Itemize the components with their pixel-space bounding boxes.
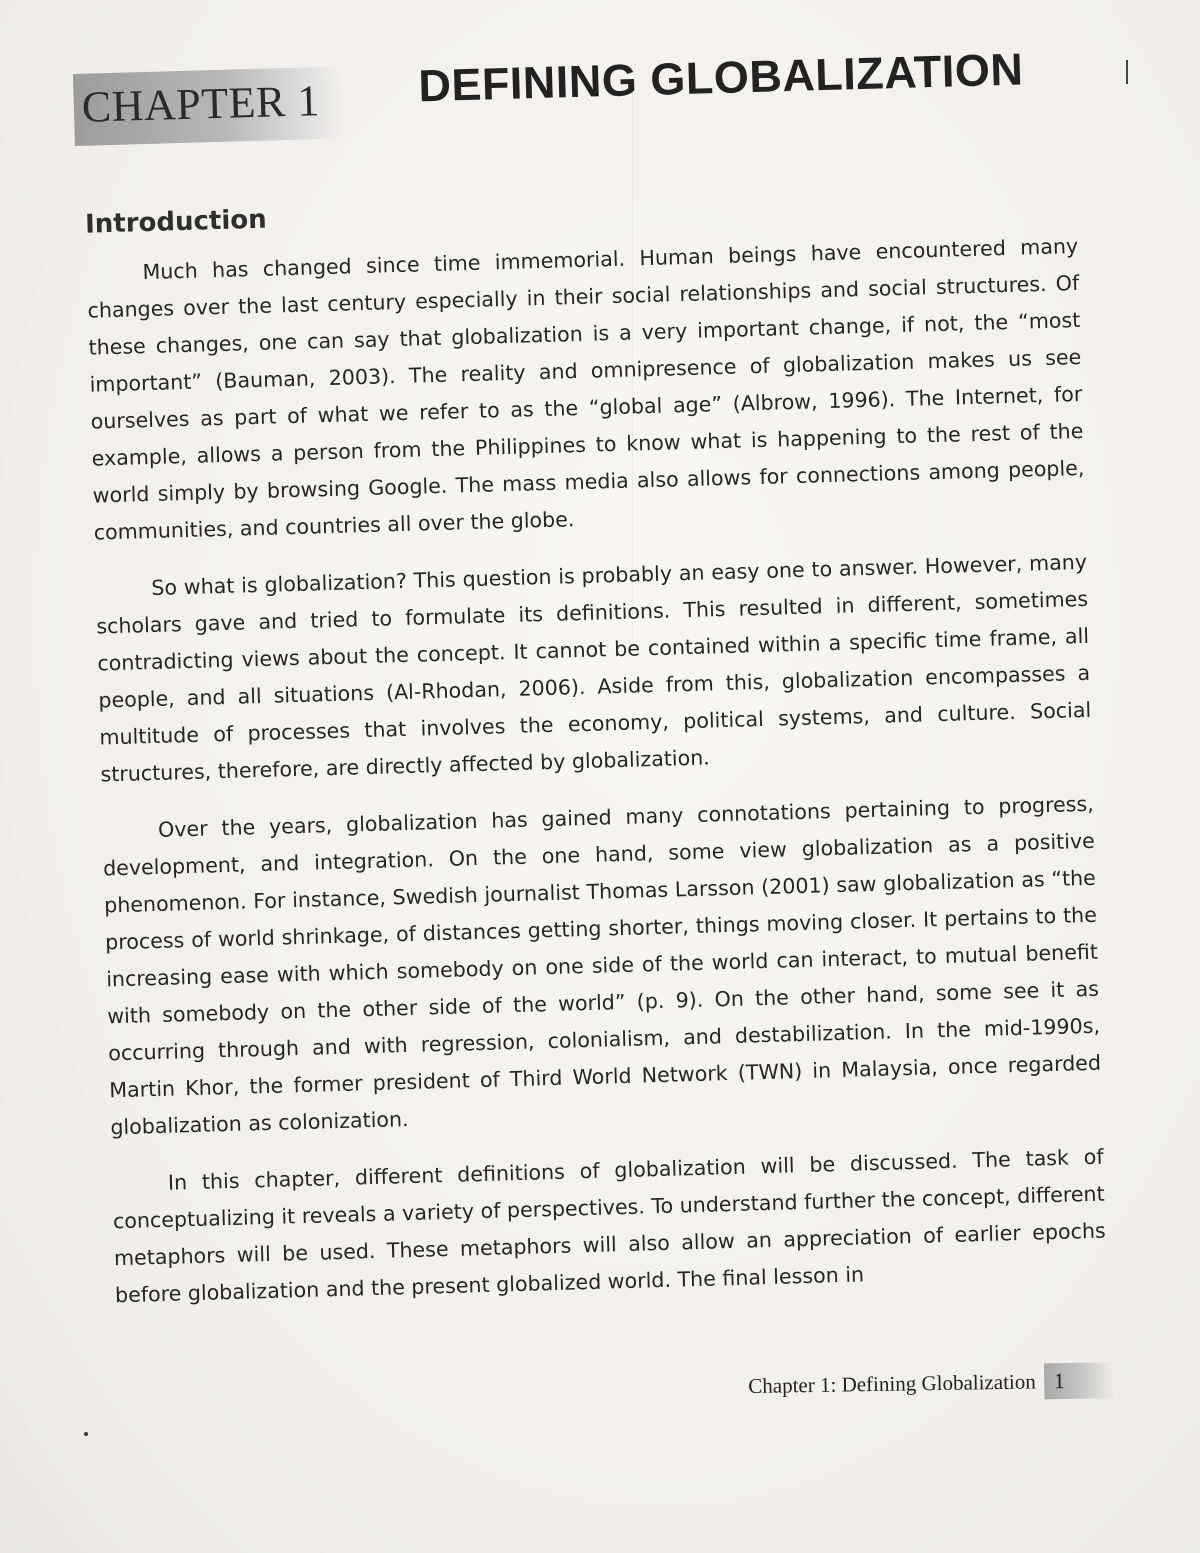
page-number: 1 [1043,1362,1114,1399]
running-title: Chapter 1: Defining Globalization [748,1368,1036,1398]
chapter-title: DEFINING GLOBALIZATION [417,43,1025,112]
chapter-label-box [73,66,345,146]
paragraph-4: In this chapter, different definitions of globalization will be discussed. The task of conceptualizing it reveals a variety of perspectives. To understand further the concept, different metaphors will be used. These metaphors will also allow an appreciation of earlier epochs before globalization and the present globalized world. The final lesson in [112,1144,1106,1308]
paragraph-1: Much has changed since time immemorial. Human beings have encountered many changes over the last century especially in their social relationships and social structures. Of these changes, one can say that globalization is a very important change, if not, the “most important” (Bauman, 2003). The reality and omnipresence of globalization makes us see ourselves as part of what we refer to as the “global age” (Albrow, 1996). The Internet, for example, allows a person from the Philippines to know what is happening to the rest of the world simply by browsing Google. The mass media also allows for connections among people, communities, and countries all over the globe. [87,233,1085,545]
edge-mark [1126,60,1128,84]
page-footer [748,1362,1114,1404]
paragraph-2: So what is globalization? This question is probably an easy one to answer. However, many scholars gave and tried to formulate its definitions. This resulted in different, sometimes contradicting views about the concept. It cannot be contained within a specific time frame, all people, and all situations (Al-Rhodan, 2006). Aside from this, globalization encompasses a multitude of processes that involves the economy, political systems, and culture. Social structures, therefore, are directly affected by globalization. [96,549,1092,787]
chapter-label: CHAPTER 1 [81,76,321,132]
page-content [72,12,1108,1334]
chapter-header [72,12,1075,150]
section-heading: Introduction [84,204,268,240]
ink-speck [84,1432,88,1436]
paragraph-3: Over the years, globalization has gained many connotations pertaining to progress, development, and integration. On the one hand, some view globalization as a positive phenomenon. For instance, Swedish journalist Thomas Larsson (2001) saw globalization as “the process of world shrinkage, of distances getting shorter, things moving closer. It pertains to the increasing ease with which somebody on one side of the world can interact, to mutual benefit with somebody on the other side of the world” (p. 9). On the other hand, some see it as occurring through and with regression, colonialism, and destabilization. In the mid-1990s, Martin Khor, the former president of Third World Network (TWN) in Malaysia, once regarded globalization as colonization. [102,791,1102,1140]
